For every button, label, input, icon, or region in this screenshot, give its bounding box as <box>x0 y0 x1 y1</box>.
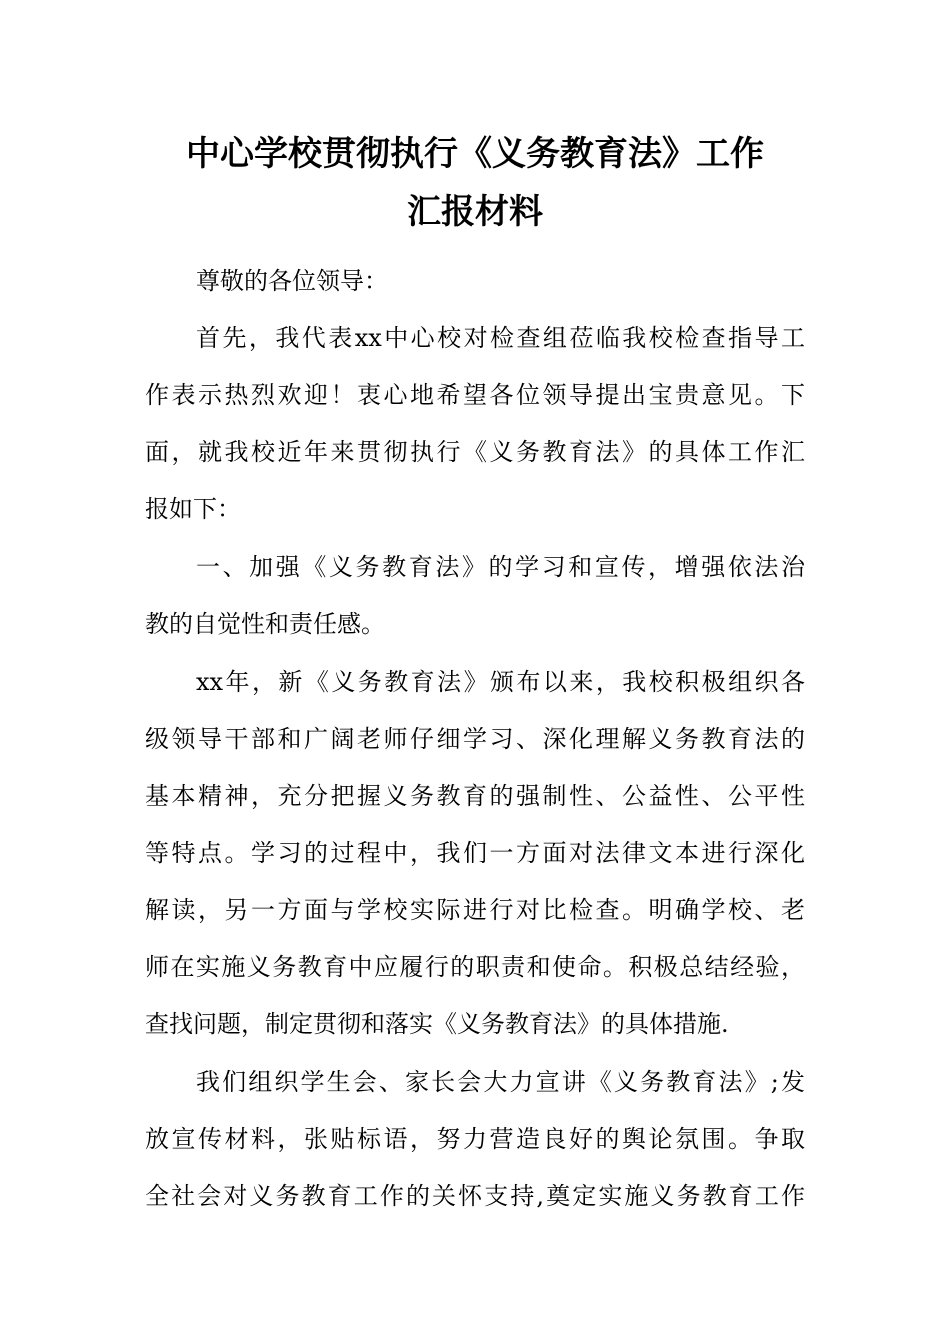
paragraph-line: 报如下： <box>145 495 241 523</box>
salutation: 尊敬的各位领导： <box>196 267 388 295</box>
paragraph-line: 基本精神，充分把握义务教育的强制性、公益性、公平性 <box>145 782 805 810</box>
paragraph-line: 面，就我校近年来贯彻执行《义务教育法》的具体工作汇 <box>145 438 805 466</box>
document-title-line-1: 中心学校贯彻执行《义务教育法》工作 <box>186 134 764 174</box>
paragraph-line: 查找问题，制定贯彻和落实《义务教育法》的具体措施. <box>145 1010 729 1038</box>
paragraph-line: 解读，另一方面与学校实际进行对比检查。明确学校、老 <box>145 896 805 924</box>
document-title-line-2: 汇报材料 <box>407 192 543 232</box>
paragraph-line: xx年，新《义务教育法》颁布以来，我校积极组织各 <box>196 668 805 696</box>
paragraph-line: 作表示热烈欢迎！衷心地希望各位领导提出宝贵意见。下 <box>145 381 805 409</box>
paragraph-line: 全社会对义务教育工作的关怀支持,奠定实施义务教育工作 <box>145 1182 805 1210</box>
paragraph-line: 师在实施义务教育中应履行的职责和使命。积极总结经验， <box>145 953 805 981</box>
paragraph-line: 等特点。学习的过程中，我们一方面对法律文本进行深化 <box>145 839 805 867</box>
paragraph-line: 级领导干部和广阔老师仔细学习、深化理解义务教育法的 <box>145 725 805 753</box>
paragraph-line: 我们组织学生会、家长会大力宣讲《义务教育法》;发 <box>196 1068 805 1096</box>
paragraph-line: 放宣传材料，张贴标语，努力营造良好的舆论氛围。争取 <box>145 1125 805 1153</box>
section-heading-line: 一、加强《义务教育法》的学习和宣传，增强依法治 <box>196 553 805 581</box>
section-heading-line: 教的自觉性和责任感。 <box>145 610 385 638</box>
paragraph-line: 首先，我代表xx中心校对检查组莅临我校检查指导工 <box>196 324 805 352</box>
